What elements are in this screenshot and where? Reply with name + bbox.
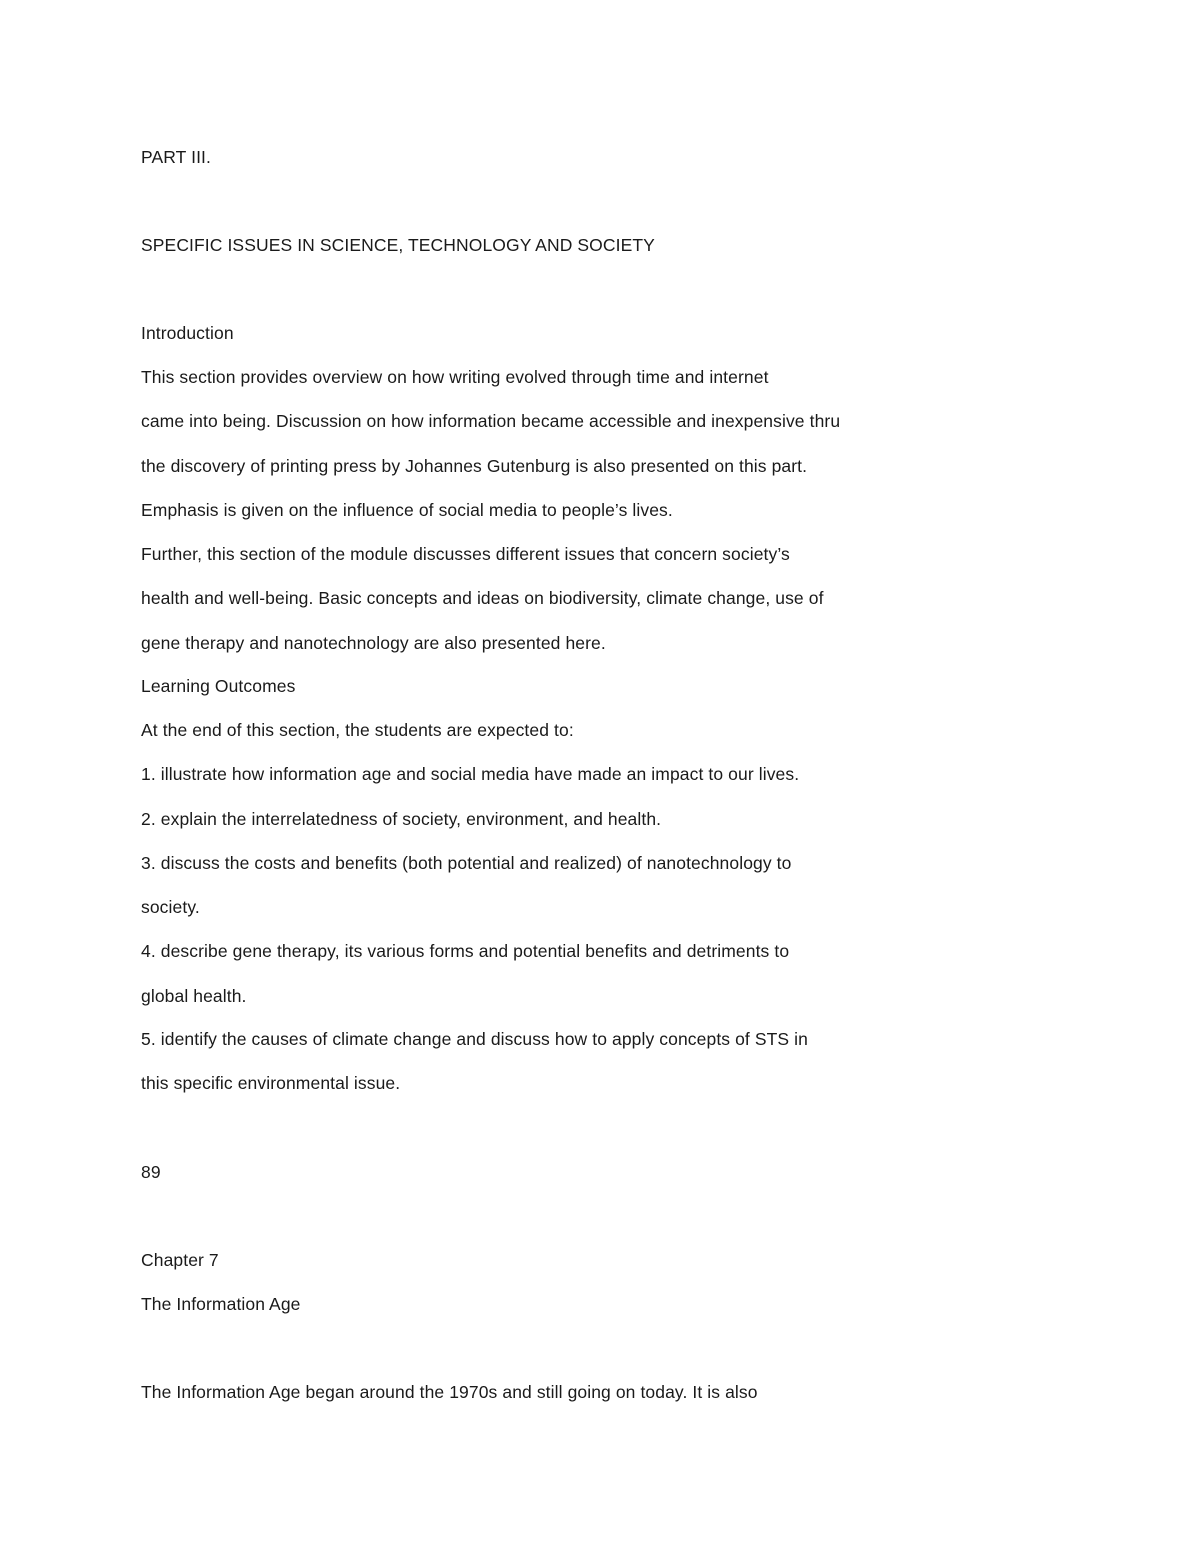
page-number: 89 (141, 1162, 161, 1182)
introduction-line: This section provides overview on how writing evolved through time and internet (141, 367, 769, 387)
introduction-line: gene therapy and nanotechnology are also presented here. (141, 633, 606, 653)
learning-outcome-line: 4. describe gene therapy, its various forms and potential benefits and detriments to (141, 941, 790, 961)
chapter-first-line: The Information Age began around the 1970s and still going on today. It is also (141, 1382, 758, 1402)
learning-outcome-line: 3. discuss the costs and benefits (both potential and realized) of nanotechnology to (141, 853, 792, 873)
learning-outcome-line: 1. illustrate how information age and social media have made an impact to our lives. (141, 764, 800, 784)
introduction-line: Further, this section of the module discusses different issues that concern society’s (141, 544, 790, 564)
introduction-line: the discovery of printing press by Johannes Gutenburg is also presented on this part. (141, 456, 808, 476)
learning-outcomes-heading: Learning Outcomes (141, 676, 296, 696)
part-heading: PART III. (141, 147, 211, 167)
chapter-title: The Information Age (141, 1294, 301, 1314)
introduction-line: came into being. Discussion on how information became accessible and inexpensive thru (141, 411, 841, 431)
learning-outcome-line: 5. identify the causes of climate change and discuss how to apply concepts of STS in (141, 1029, 808, 1049)
learning-outcome-line: society. (141, 897, 200, 917)
introduction-line: Emphasis is given on the influence of social media to people’s lives. (141, 500, 673, 520)
learning-outcome-line: this specific environmental issue. (141, 1073, 401, 1093)
chapter-label: Chapter 7 (141, 1250, 219, 1270)
learning-outcomes-lead: At the end of this section, the students are expected to: (141, 720, 574, 740)
section-title: SPECIFIC ISSUES IN SCIENCE, TECHNOLOGY AND SOCIETY (141, 235, 655, 255)
learning-outcome-line: global health. (141, 986, 247, 1006)
introduction-heading: Introduction (141, 323, 234, 343)
introduction-line: health and well-being. Basic concepts and ideas on biodiversity, climate change, use of (141, 588, 824, 608)
learning-outcome-line: 2. explain the interrelatedness of society, environment, and health. (141, 809, 662, 829)
